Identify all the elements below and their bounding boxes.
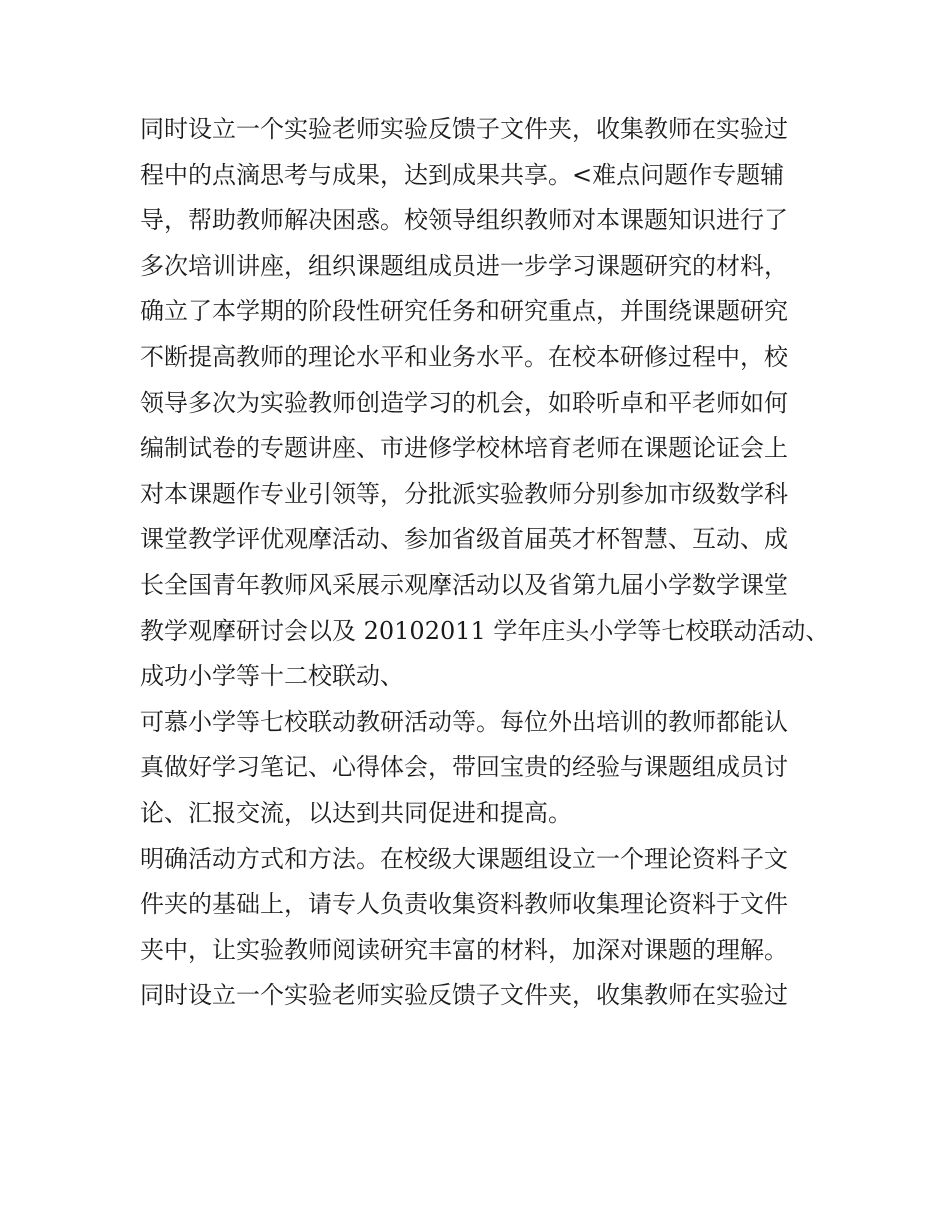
text-line: 教学观摩研讨会以及 20102011 学年庄头小学等七校联动活动、 <box>140 616 830 645</box>
text-line: 确立了本学期的阶段性研究任务和研究重点，并围绕课题研究 <box>140 297 788 326</box>
text-line: 长全国青年教师风采展示观摩活动以及省第九届小学数学课堂 <box>140 570 788 599</box>
text-line: 课堂教学评优观摩活动、参加省级首届英才杯智慧、互动、成 <box>140 525 788 554</box>
text-line: 可慕小学等七校联动教研活动等。每位外出培训的教师都能认 <box>140 707 788 736</box>
text-line: 明确活动方式和方法。在校级大课题组设立一个理论资料子文 <box>140 844 788 873</box>
text-line: 成功小学等十二校联动、 <box>140 662 404 691</box>
text-line: 导，帮助教师解决困惑。校领导组织教师对本课题知识进行了 <box>140 206 788 235</box>
text-line: 论、汇报交流，以达到共同促进和提高。 <box>140 798 572 827</box>
text-line: 多次培训讲座，组织课题组成员进一步学习课题研究的材料， <box>140 251 788 280</box>
text-line: 件夹的基础上，请专人负责收集资料教师收集理论资料于文件 <box>140 890 788 919</box>
text-line: 程中的点滴思考与成果，达到成果共享。<难点问题作专题辅 <box>140 160 785 189</box>
text-line: 领导多次为实验教师创造学习的机会，如聆听卓和平老师如何 <box>140 388 788 417</box>
text-line: 夹中，让实验教师阅读研究丰富的材料，加深对课题的理解。 <box>140 935 788 964</box>
text-line: 同时设立一个实验老师实验反馈子文件夹，收集教师在实验过 <box>140 115 788 143</box>
text-line: 同时设立一个实验老师实验反馈子文件夹，收集教师在实验过 <box>140 981 788 1010</box>
text-line: 编制试卷的专题讲座、市进修学校林培育老师在课题论证会上 <box>140 434 788 463</box>
text-line: 对本课题作专业引领等，分批派实验教师分别参加市级数学科 <box>140 479 788 508</box>
body-text <box>140 107 830 1019</box>
text-line: 不断提高教师的理论水平和业务水平。在校本研修过程中，校 <box>140 342 788 371</box>
text-line: 真做好学习笔记、心得体会，带回宝贵的经验与课题组成员讨 <box>140 753 788 782</box>
